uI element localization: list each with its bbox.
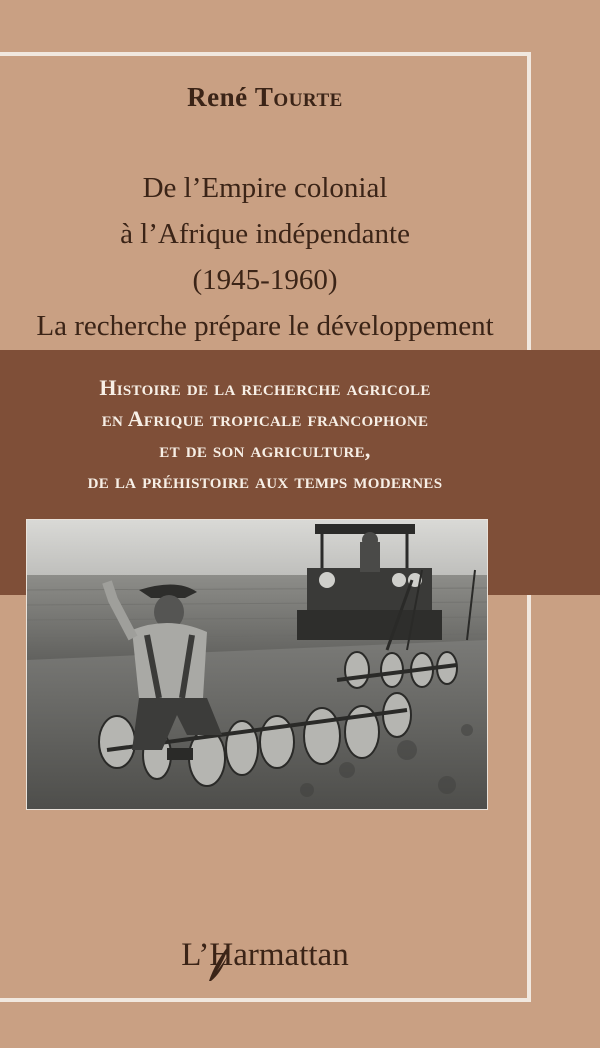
cover-photo xyxy=(26,519,488,810)
subtitle-line-1: Histoire de la recherche agricole xyxy=(99,375,431,400)
book-title xyxy=(0,165,530,349)
title-line-2: à l’Afrique indépendante xyxy=(120,218,410,250)
frame-line-top xyxy=(0,52,530,56)
author-name xyxy=(0,82,530,113)
subtitle-line-3: et de son agriculture, xyxy=(159,437,371,462)
title-line-4: La recherche prépare le développement xyxy=(36,310,494,342)
book-subtitle xyxy=(0,372,530,496)
author-first-name: René xyxy=(187,82,248,112)
publisher-name xyxy=(0,937,530,974)
author-last-name: Tourte xyxy=(254,82,343,112)
publisher-main: Harmattan xyxy=(209,937,349,973)
publisher-prefix: L’ xyxy=(181,937,210,973)
subtitle-line-4: de la préhistoire aux temps modernes xyxy=(87,468,443,493)
feather-mark-icon xyxy=(205,943,233,983)
frame-line-bottom xyxy=(0,998,531,1002)
tractor-plough-photo-icon xyxy=(27,520,487,809)
title-line-3: (1945-1960) xyxy=(192,264,338,296)
title-line-1: De l’Empire colonial xyxy=(142,172,388,204)
subtitle-line-2: en Afrique tropicale francophone xyxy=(101,406,429,431)
